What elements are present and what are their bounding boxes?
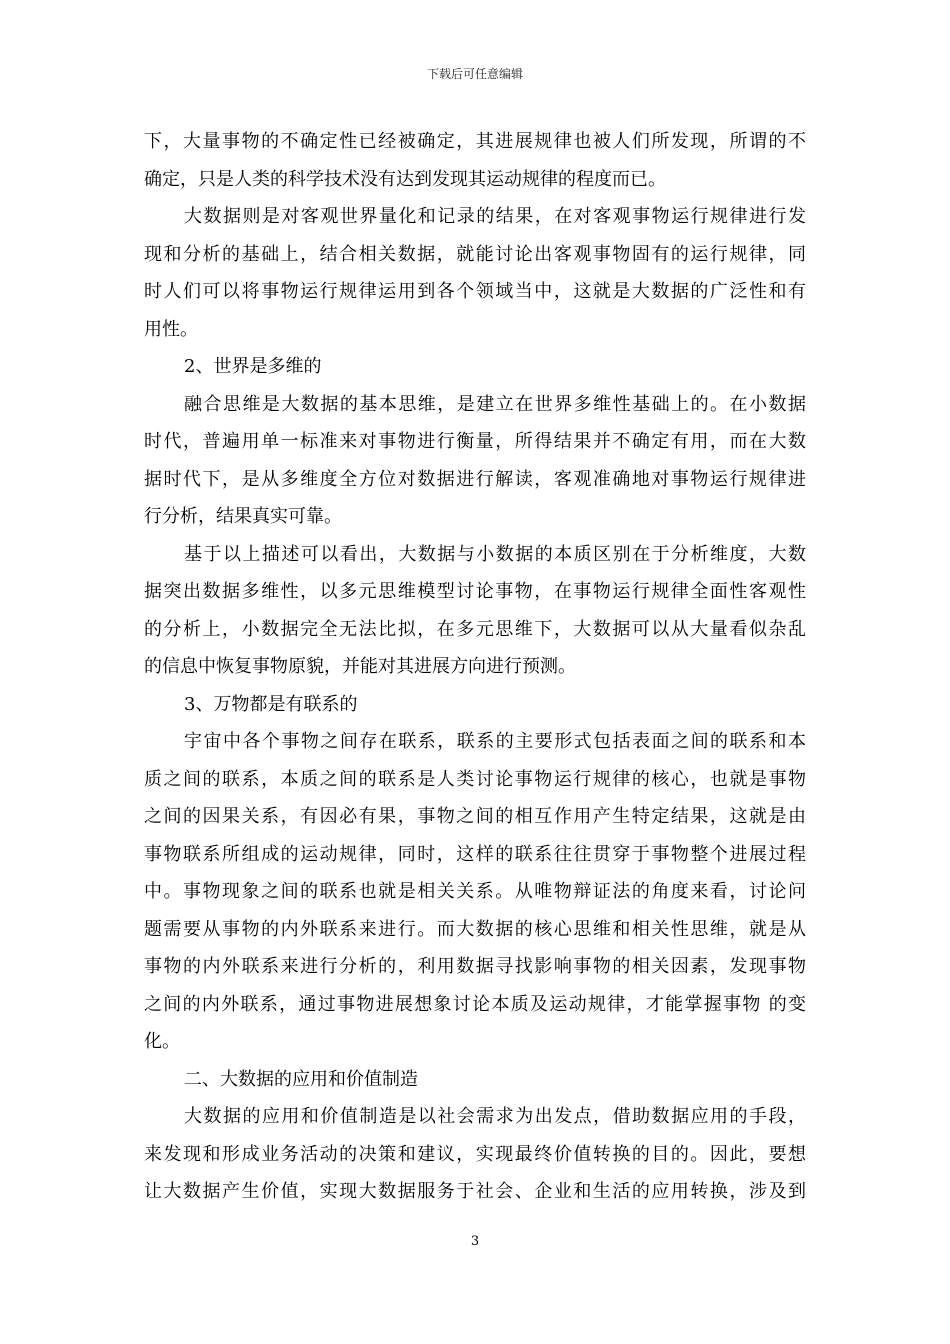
- text-line: 让大数据产生价值，实现大数据服务于社会、企业和生活的应用转换，涉及到: [144, 1181, 806, 1202]
- text-line: 之间的因果关系，有因必有果，事物之间的相互作用产生特定结果，这就是由: [144, 806, 806, 827]
- text-line: 下，大量事物的不确定性已经被确定，其进展规律也被人们所发现，所谓的不: [144, 131, 806, 152]
- text-line: 据突出数据多维性，以多元思维模型讨论事物，在事物运行规律全面性客观性: [144, 581, 806, 602]
- text-line: 3、万物都是有联系的: [184, 693, 358, 715]
- page-number: 3: [470, 1234, 480, 1249]
- text-line: 2、世界是多维的: [184, 356, 322, 377]
- text-line: 二、大数据的应用和价值制造: [184, 1068, 418, 1090]
- text-line: 质之间的联系，本质之间的联系是人类讨论事物运行规律的核心，也就是事物: [144, 768, 806, 790]
- text-line: 现和分析的基础上，结合相关数据，就能讨论出客观事物固有的运行规律，同: [144, 243, 806, 265]
- text-line: 行分析，结果真实可靠。: [144, 506, 342, 527]
- text-line: 之间的内外联系，通过事物进展想象讨论本质及运动规律，才能掌握事物 的变: [144, 993, 806, 1015]
- text-line: 的信息中恢复事物原貌，并能对其进展方向进行预测。: [144, 656, 576, 677]
- text-line: 时人们可以将事物运行规律运用到各个领域当中，这就是大数据的广泛性和有: [144, 281, 806, 302]
- text-line: 基于以上描述可以看出，大数据与小数据的本质区别在于分析维度，大数: [184, 543, 806, 565]
- text-line: 事物的内外联系来进行分析的，利用数据寻找影响事物的相关因素，发现事物: [144, 956, 806, 977]
- text-line: 融合思维是大数据的基本思维，是建立在世界多维性基础上的。在小数据: [184, 393, 806, 415]
- text-line: 事物联系所组成的运动规律，同时，这样的联系往往贯穿于事物整个进展过程: [144, 843, 806, 865]
- text-line: 的分析上，小数据完全无法比拟，在多元思维下，大数据可以从大量看似杂乱: [144, 618, 806, 640]
- document-body: [144, 123, 806, 1211]
- text-line: 题需要从事物的内外联系来进行。而大数据的核心思维和相关性思维，就是从: [144, 918, 806, 940]
- text-line: 时代，普遍用单一标准来对事物进行衡量，所得结果并不确定有用，而在大数: [144, 431, 806, 452]
- page-header: 下载后可任意编辑: [426, 67, 523, 81]
- text-line: 确定，只是人类的科学技术没有达到发现其运动规律的程度而已。: [144, 168, 666, 190]
- text-line: 用性。: [144, 318, 198, 340]
- text-line: 宇宙中各个事物之间存在联系，联系的主要形式包括表面之间的联系和本: [184, 731, 806, 752]
- text-line: 化。: [144, 1031, 180, 1052]
- text-line: 中。事物现象之间的联系也就是相关关系。从唯物辩证法的角度来看，讨论问: [144, 881, 806, 902]
- text-line: 大数据的应用和价值制造是以社会需求为出发点，借助数据应用的手段，: [184, 1106, 806, 1127]
- text-line: 大数据则是对客观世界量化和记录的结果，在对客观事物运行规律进行发: [184, 206, 806, 227]
- text-line: 来发现和形成业务活动的决策和建议，实现最终价值转换的目的。因此，要想: [144, 1143, 806, 1165]
- text-line: 据时代下，是从多维度全方位对数据进行解读，客观准确地对事物运行规律进: [144, 468, 806, 490]
